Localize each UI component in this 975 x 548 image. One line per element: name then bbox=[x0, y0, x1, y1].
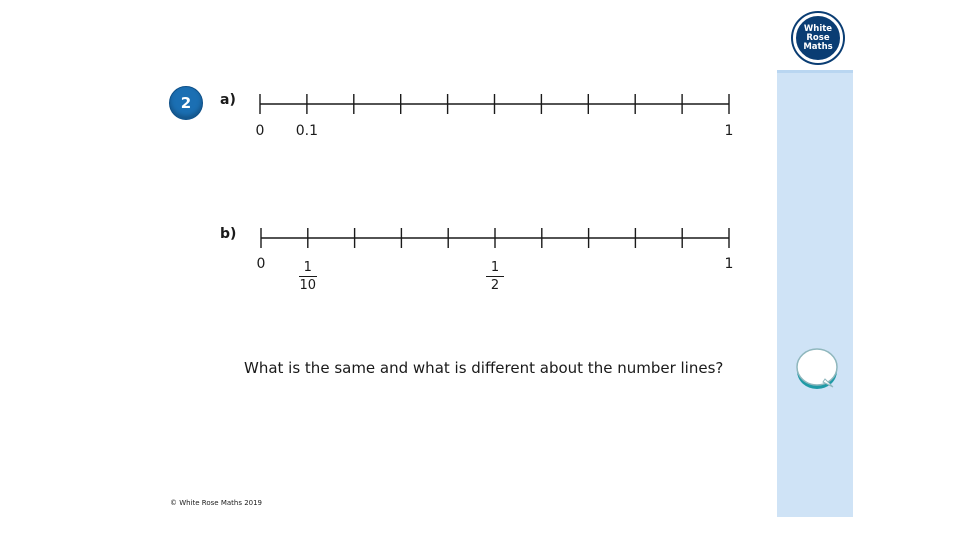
number-line-b bbox=[261, 228, 729, 248]
number-line-a bbox=[260, 94, 729, 114]
tick-label: 1 bbox=[724, 123, 734, 139]
tick-label-fraction bbox=[486, 260, 504, 293]
part-a-label: a) bbox=[220, 92, 236, 108]
tick-label: 1 bbox=[724, 256, 734, 272]
fraction-denominator: 2 bbox=[490, 278, 500, 293]
speech-bubble-icon[interactable] bbox=[795, 345, 839, 395]
tick-label: 0.1 bbox=[295, 123, 319, 139]
fraction-bar bbox=[486, 276, 504, 277]
fraction-bar bbox=[299, 276, 317, 277]
part-b-label: b) bbox=[220, 226, 237, 242]
right-sidebar bbox=[777, 0, 853, 517]
fraction-numerator: 1 bbox=[303, 260, 312, 275]
sidebar-logo-panel bbox=[777, 0, 853, 73]
question-text: What is the same and what is different about the number lines? bbox=[244, 359, 724, 377]
copyright-text: © White Rose Maths 2019 bbox=[170, 499, 263, 507]
fraction-numerator: 1 bbox=[490, 260, 500, 275]
tick-label-fraction bbox=[299, 260, 317, 293]
white-rose-maths-logo: White Rose Maths bbox=[793, 13, 843, 63]
tick-label: 0 bbox=[255, 123, 265, 139]
fraction-denominator: 10 bbox=[299, 278, 317, 293]
question-number-badge: 2 bbox=[169, 86, 203, 120]
tick-label: 0 bbox=[256, 256, 266, 272]
